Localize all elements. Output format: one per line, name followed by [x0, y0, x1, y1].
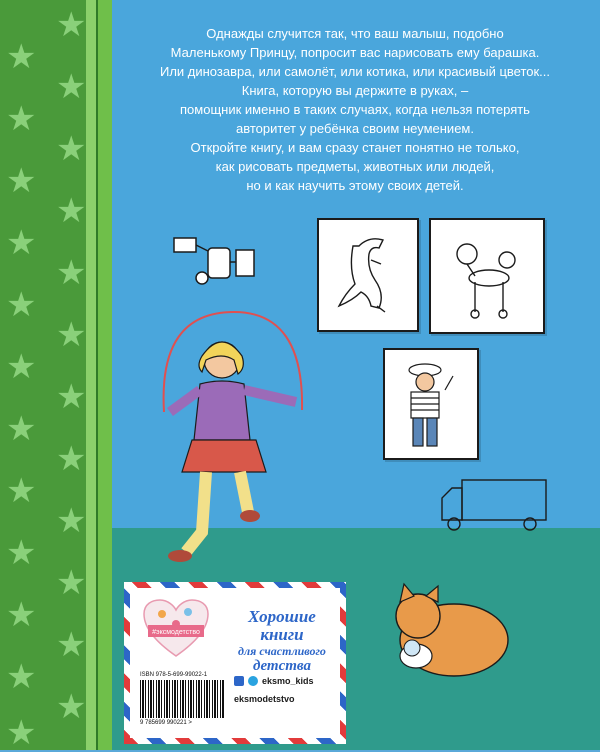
star-icon: ★	[6, 286, 37, 324]
star-icon: ★	[56, 6, 87, 44]
poodle-drawing	[431, 220, 543, 332]
star-icon: ★	[56, 192, 87, 230]
star-icon: ★	[56, 626, 87, 664]
star-icon: ★	[56, 564, 87, 602]
vk-icon	[234, 676, 244, 686]
description-line: но и как научить этому своих детей.	[246, 178, 464, 193]
label-title-line: книги	[260, 625, 304, 644]
star-icon: ★	[56, 688, 87, 726]
label-title-line: Хорошие	[248, 607, 316, 626]
star-icon: ★	[56, 316, 87, 354]
publisher-label-box	[124, 582, 346, 744]
description-text	[120, 24, 590, 195]
label-title-line: детства	[253, 658, 311, 674]
star-icon: ★	[6, 596, 37, 634]
label-title	[226, 608, 338, 674]
cats-illustration	[382, 576, 512, 686]
star-icon: ★	[6, 348, 37, 386]
description-line: авторитет у ребёнка своим неумением.	[236, 121, 474, 136]
social-row	[234, 676, 314, 686]
telegram-icon	[248, 676, 258, 686]
drawing-card-poodle	[429, 218, 545, 334]
description-line: Или динозавра, или самолёт, или котика, или красивый цветок...	[159, 64, 551, 79]
star-icon: ★	[56, 68, 87, 106]
girl-jump-rope-illustration	[150, 304, 320, 574]
dinosaur-drawing	[319, 220, 417, 330]
star-icon: ★	[6, 658, 37, 696]
star-icon: ★	[6, 162, 37, 200]
star-icon: ★	[6, 714, 37, 752]
heart-logo	[142, 598, 210, 658]
social-row	[234, 694, 314, 704]
star-icon: ★	[6, 534, 37, 572]
description-line: Маленькому Принцу, попросит вас нарисовать ему барашка.	[170, 45, 540, 60]
star-icon: ★	[56, 378, 87, 416]
star-icon: ★	[6, 472, 37, 510]
star-icon: ★	[6, 100, 37, 138]
star-icon: ★	[56, 130, 87, 168]
description-line: Книга, которую вы держите в руках, –	[241, 83, 469, 98]
description-line: Откройте книгу, и вам сразу станет понятно не только,	[190, 140, 520, 155]
hashtag-text: #эксмодетство	[152, 629, 200, 636]
star-icon: ★	[56, 254, 87, 292]
sailor-drawing	[385, 350, 477, 458]
social-handle: eksmodetstvo	[234, 694, 295, 704]
barcode-number: 9 785699 990221 >	[140, 720, 192, 726]
satellite-illustration	[172, 228, 262, 298]
barcode	[140, 680, 224, 718]
isbn-text: ISBN 978-5-699-99022-1	[140, 672, 208, 678]
star-icon: ★	[6, 224, 37, 262]
description-line: как рисовать предметы, животных или людей,	[215, 159, 495, 174]
star-icon: ★	[56, 502, 87, 540]
drawing-card-sailor	[383, 348, 479, 460]
drawing-card-dinosaur	[317, 218, 419, 332]
social-links	[234, 676, 314, 712]
social-handle: eksmo_kids	[262, 676, 314, 686]
description-line: помощник именно в таких случаях, когда нельзя потерять	[180, 102, 530, 117]
label-title-line: для счастливого	[238, 644, 326, 658]
star-icon: ★	[6, 38, 37, 76]
truck-illustration	[438, 476, 550, 536]
star-icon: ★	[56, 440, 87, 478]
description-line: Однажды случится так, что ваш малыш, подобно	[206, 26, 504, 41]
star-icon: ★	[6, 410, 37, 448]
